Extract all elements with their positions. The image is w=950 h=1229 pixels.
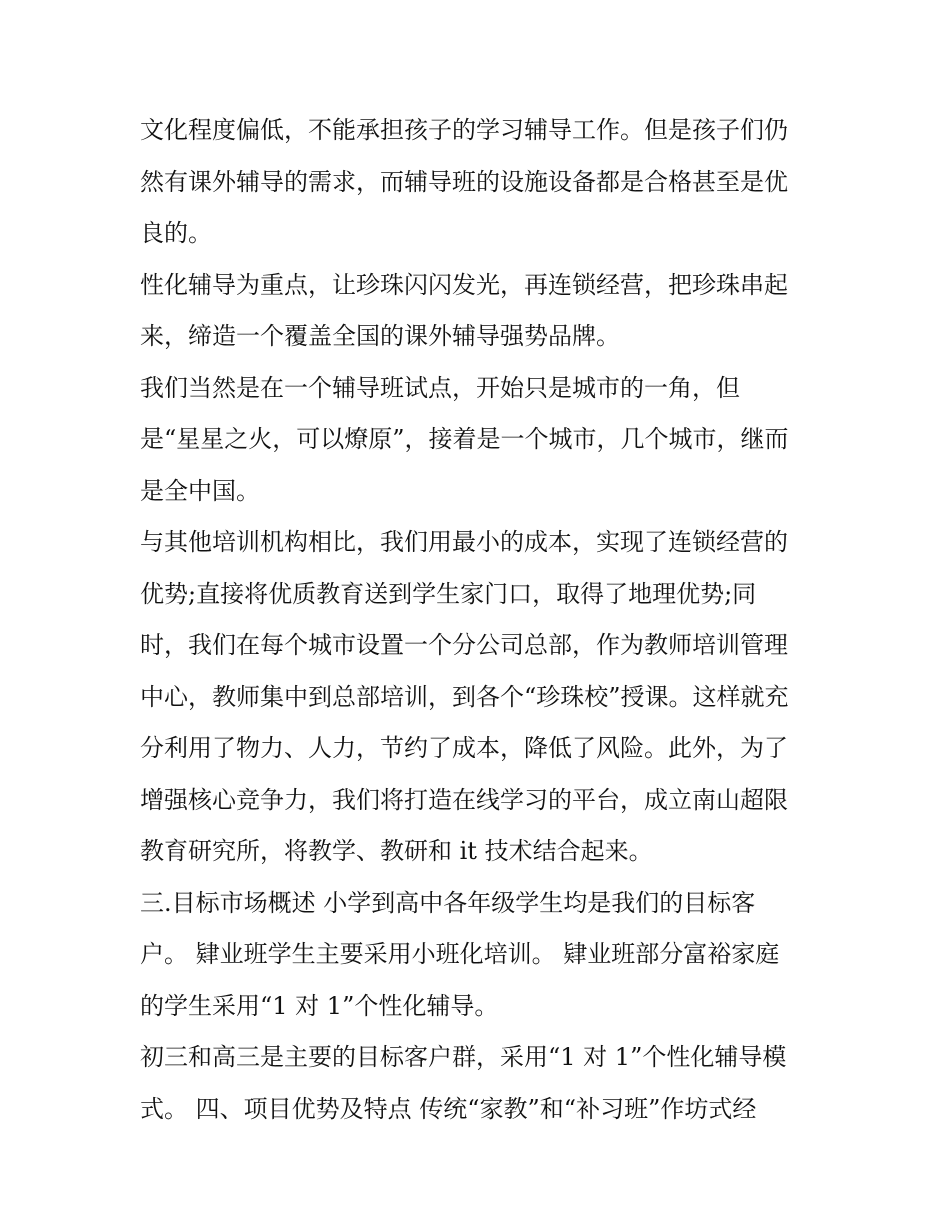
text-line: 与其他培训机构相比，我们用最小的成本，实现了连锁经营的: [140, 528, 788, 556]
text-line: 的学生采用“1 对 1”个性化辅导。: [140, 991, 499, 1020]
text-line: 三.目标市场概述 小学到高中各年级学生均是我们的目标客: [140, 888, 756, 917]
paragraph-5: [140, 878, 820, 1033]
text-line: 增强核心竞争力，我们将打造在线学习的平台，成立南山超限: [140, 785, 788, 814]
text-line: 分利用了物力、人力，节约了成本，降低了风险。此外，为了: [140, 734, 788, 762]
paragraph-4: [140, 517, 820, 878]
paragraph-6: [140, 1032, 820, 1135]
text-line: 文化程度偏低，不能承担孩子的学习辅导工作。但是孩子们仍: [140, 116, 788, 144]
text-line: 是全中国。: [140, 476, 260, 505]
text-line: 式。 四、项目优势及特点 传统“家教”和“补习班”作坊式经: [140, 1094, 757, 1123]
paragraph-1: [140, 105, 820, 260]
text-line: 优势;直接将优质教育送到学生家门口，取得了地理优势;同: [140, 579, 757, 608]
text-line: 时，我们在每个城市设置一个分公司总部，作为教师培训管理: [140, 631, 788, 659]
text-line: 教育研究所，将教学、教研和 it 技术结合起来。: [140, 837, 653, 865]
document-body: [140, 105, 820, 1135]
text-line: 户。 肄业班学生主要采用小班化培训。 肄业班部分富裕家庭: [140, 940, 780, 968]
text-line: 性化辅导为重点，让珍珠闪闪发光，再连锁经营，把珍珠串起: [140, 270, 788, 299]
paragraph-3: [140, 363, 820, 518]
text-line: 是“星星之火，可以燎原”，接着是一个城市，几个城市，继而: [140, 425, 789, 453]
text-line: 然有课外辅导的需求，而辅导班的设施设备都是合格甚至是优: [140, 167, 788, 196]
text-line: 初三和高三是主要的目标客户群，采用“1 对 1”个性化辅导模: [140, 1043, 787, 1071]
paragraph-2: [140, 260, 820, 363]
text-line: 良的。: [140, 219, 212, 247]
text-line: 中心，教师集中到总部培训，到各个“珍珠校”授课。这样就充: [140, 682, 789, 711]
text-line: 来，缔造一个覆盖全国的课外辅导强势品牌。: [140, 322, 620, 350]
text-line: 我们当然是在一个辅导班试点，开始只是城市的一角，但: [140, 373, 740, 402]
